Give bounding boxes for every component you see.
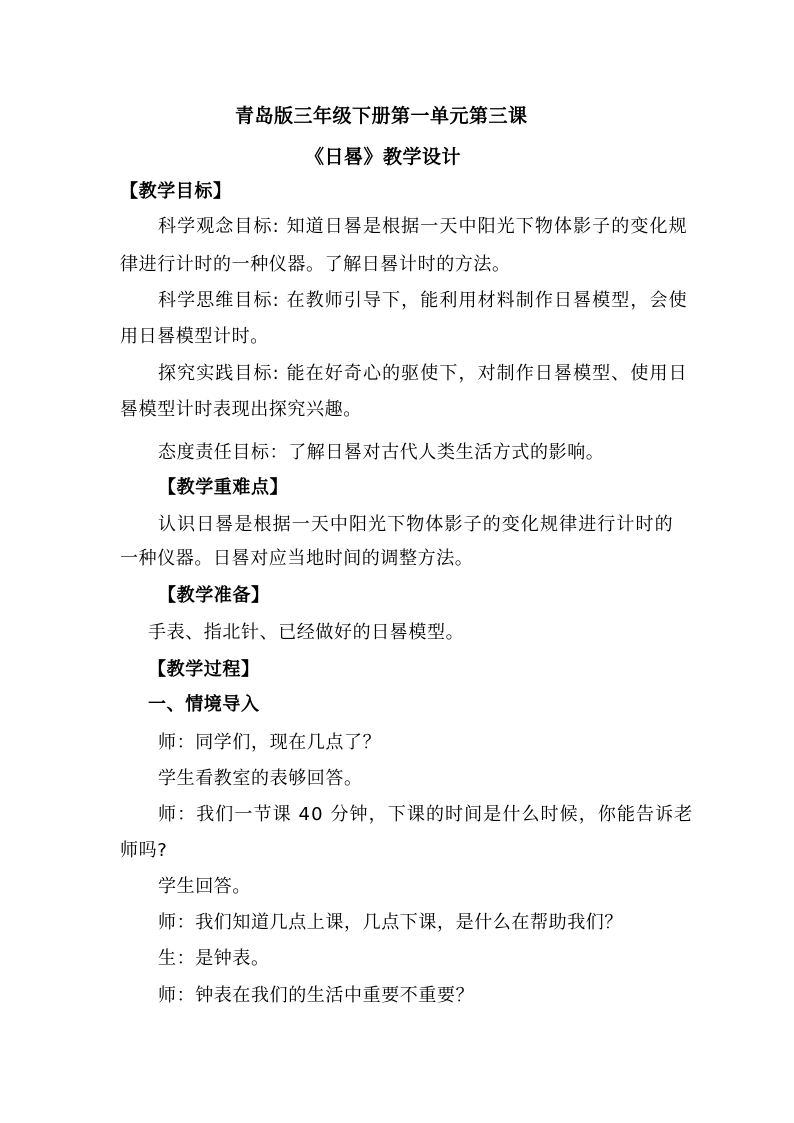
dialog-line: 生：是钟表。 (158, 948, 270, 969)
section-heading-process: 【教学过程】 (148, 659, 260, 680)
dialog-line: 师：我们一节课 40 分钟，下课的时间是什么时候，你能告诉老 (158, 804, 694, 825)
paragraph-line: 科学观念目标: 知道日晷是根据一天中阳光下物体影子的变化规 (158, 216, 688, 237)
paragraph-line: 探究实践目标: 能在好奇心的驱使下，对制作日晷模型、使用日 (158, 363, 688, 384)
dialog-line: 师吗? (120, 840, 168, 861)
paragraph-line: 一种仪器。日晷对应当地时间的调整方法。 (120, 548, 474, 569)
paragraph-line: 晷模型计时表现出探究兴趣。 (120, 399, 362, 420)
subsection-heading: 一、情境导入 (148, 694, 260, 715)
section-heading-key-points: 【教学重难点】 (158, 477, 289, 498)
dialog-line: 师：钟表在我们的生活中重要不重要？ (158, 985, 475, 1006)
section-heading-objectives: 【教学目标】 (120, 181, 232, 202)
paragraph-line: 态度责任目标：了解日晷对古代人类生活方式的影响。 (158, 442, 605, 463)
paragraph-line: 手表、指北针、已经做好的日晷模型。 (148, 622, 465, 643)
dialog-line: 学生看教室的表够回答。 (158, 768, 363, 789)
dialog-line: 师：同学们，现在几点了？ (158, 732, 382, 753)
dialog-line: 学生回答。 (158, 876, 251, 897)
dialog-line: 师：我们知道几点上课，几点下课，是什么在帮助我们？ (158, 912, 623, 933)
paragraph-line: 用日晷模型计时。 (120, 326, 269, 347)
document-subtitle: 《日晷》教学设计 (305, 146, 462, 168)
section-heading-preparation: 【教学准备】 (158, 585, 270, 606)
paragraph-line: 认识日晷是根据一天中阳光下物体影子的变化规律进行计时的 (158, 514, 674, 535)
document-title: 青岛版三年级下册第一单元第三课 (235, 105, 528, 127)
paragraph-line: 科学思维目标: 在教师引导下，能利用材料制作日晷模型，会使 (158, 290, 688, 311)
paragraph-line: 律进行计时的一种仪器。了解日晷计时的方法。 (120, 254, 511, 275)
